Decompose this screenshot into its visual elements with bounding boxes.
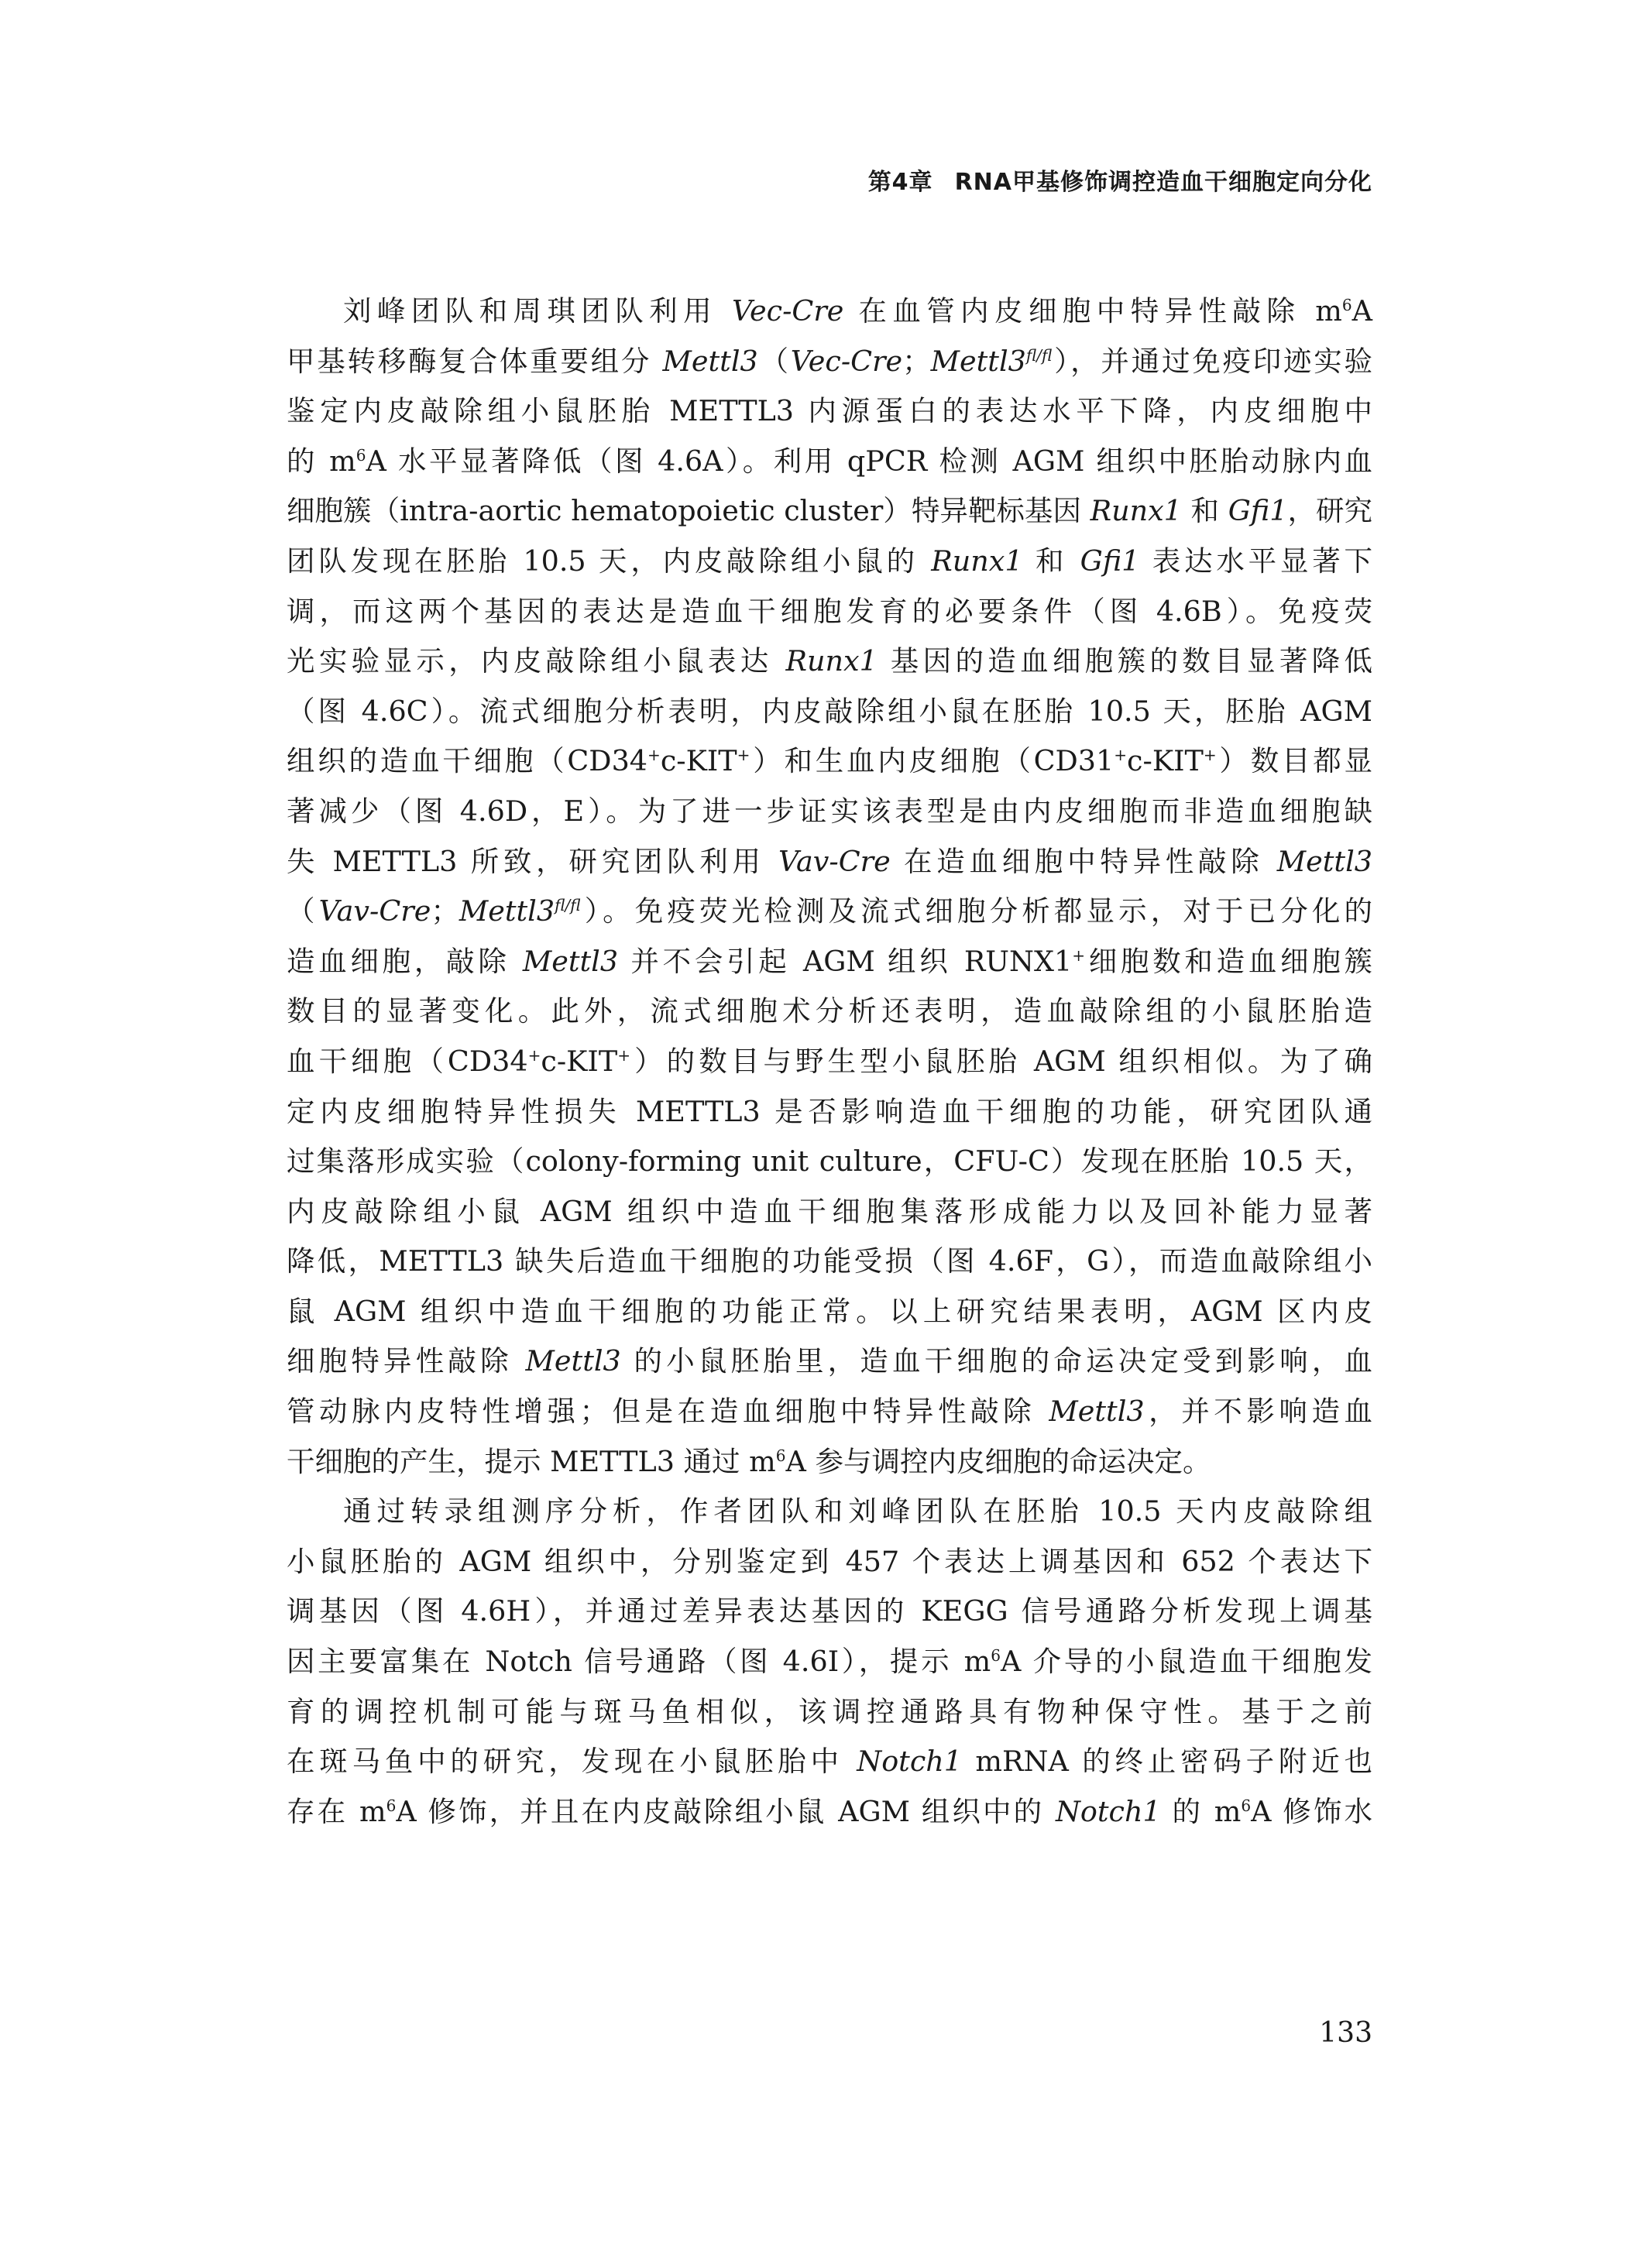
text-line (287, 1487, 1372, 1537)
text-run: 并不会引起 AGM 组织 RUNX1 (618, 944, 1073, 978)
italic-term: Mettl3 (930, 344, 1026, 378)
text-line (287, 1137, 1372, 1187)
text-run: 在血管内皮细胞中特异性敲除 m (843, 294, 1342, 328)
text-run: 的小鼠胚胎里，造血干细胞的命运决定受到影响，血 (620, 1344, 1372, 1378)
superscript: 6 (991, 1645, 1001, 1665)
text-run: 存在 m (287, 1794, 386, 1828)
text-line (287, 837, 1372, 887)
text-run: A 参与调控内皮细胞的命运决定。 (785, 1444, 1211, 1478)
running-header (868, 163, 1372, 197)
text-run: 管动脉内皮特性增强；但是在造血细胞中特异性敲除 (287, 1395, 1049, 1429)
text-run: c-KIT (660, 744, 737, 778)
text-line (287, 1537, 1372, 1587)
text-run: 小鼠胚胎的 AGM 组织中，分别鉴定到 457 个表达上调基因和 652 个表达下 (287, 1544, 1372, 1578)
text-run: 在斑马鱼中的研究，发现在小鼠胚胎中 (287, 1745, 857, 1779)
text-run: 过集落形成实验（colony-forming unit culture，CFU-C）发现在胚胎 10.5 天， (287, 1144, 1372, 1179)
superscript: + (737, 746, 750, 765)
superscript: fl/fl (1025, 345, 1053, 365)
body-text (287, 287, 1372, 1837)
text-run: A 修饰，并且在内皮敲除组小鼠 AGM 组织中的 (396, 1794, 1056, 1828)
text-line (287, 1437, 1372, 1487)
italic-term: Mettl3 (1049, 1395, 1145, 1429)
text-run: 和 (1022, 544, 1080, 578)
italic-term: Mettl3 (522, 944, 619, 978)
text-run: 育的调控机制可能与斑马鱼相似，该调控通路具有物种保守性。基于之前 (287, 1694, 1372, 1728)
text-run: 在造血细胞中特异性敲除 (890, 844, 1277, 878)
text-line (287, 787, 1372, 837)
text-run: 和 (1181, 494, 1228, 528)
text-run: 光实验显示，内皮敲除组小鼠表达 (287, 644, 786, 678)
text-run: 的 m (1160, 1794, 1242, 1828)
superscript: + (1114, 746, 1128, 765)
superscript: + (527, 1045, 541, 1065)
text-run: A (1352, 294, 1372, 328)
text-line (287, 1187, 1372, 1237)
text-run: 调基因（图 4.6H），并通过差异表达基因的 KEGG 信号通路分析发现上调基 (287, 1594, 1372, 1628)
superscript: 6 (386, 1796, 397, 1815)
text-run: 甲基转移酶复合体重要组分 (287, 344, 663, 378)
italic-term: Runx1 (1090, 494, 1182, 528)
chapter-title: RNA甲基修饰调控造血干细胞定向分化 (954, 169, 1372, 196)
text-run: ）的数目与野生型小鼠胚胎 AGM 组织相似。为了确 (630, 1044, 1372, 1078)
text-run: 团队发现在胚胎 10.5 天，内皮敲除组小鼠的 (287, 544, 932, 578)
text-run: ，并不影响造血 (1144, 1395, 1373, 1429)
text-run: A 水平显著降低（图 4.6A）。利用 qPCR 检测 AGM 组织中胚胎动脉内血 (366, 444, 1372, 478)
text-line (287, 486, 1372, 537)
text-line (287, 687, 1372, 737)
text-line (287, 937, 1372, 987)
italic-term: Gfi1 (1228, 494, 1288, 528)
text-run: 著减少（图 4.6D，E）。为了进一步证实该表型是由内皮细胞而非造血细胞缺 (287, 794, 1372, 828)
italic-term: Notch1 (857, 1745, 963, 1779)
text-line (287, 736, 1372, 787)
text-run: ，研究 (1287, 494, 1372, 528)
text-run: 通过转录组测序分析，作者团队和刘峰团队在胚胎 10.5 天内皮敲除组 (343, 1494, 1372, 1529)
text-line (287, 1587, 1372, 1637)
text-run: 刘峰团队和周琪团队利用 (343, 294, 733, 328)
text-run: 细胞特异性敲除 (287, 1344, 526, 1378)
text-line (287, 386, 1372, 437)
text-run: 的 m (287, 444, 356, 478)
text-run: ）。免疫荧光检测及流式细胞分析都显示，对于已分化的 (580, 894, 1373, 928)
text-run: 内皮敲除组小鼠 AGM 组织中造血干细胞集落形成能力以及回补能力显著 (287, 1194, 1372, 1228)
text-run: ； (431, 894, 459, 928)
text-line (287, 1687, 1372, 1738)
text-run: c-KIT (1127, 744, 1204, 778)
superscript: 6 (355, 445, 366, 465)
text-run: （图 4.6C）。流式细胞分析表明，内皮敲除组小鼠在胚胎 10.5 天，胚胎 AGM (287, 694, 1372, 728)
text-run: 因主要富集在 Notch 信号通路（图 4.6I），提示 m (287, 1645, 991, 1679)
text-run: ； (902, 344, 931, 378)
text-run: 降低，METTL3 缺失后造血干细胞的功能受损（图 4.6F，G），而造血敲除组小 (287, 1244, 1372, 1278)
italic-term: Mettl3 (1276, 844, 1372, 878)
superscript: + (617, 1045, 631, 1065)
italic-term: Vav-Cre (778, 844, 891, 878)
text-run: ）和生血内皮细胞（CD31 (750, 744, 1115, 778)
text-run: 失 METTL3 所致，研究团队利用 (287, 844, 779, 878)
text-line (287, 1737, 1372, 1787)
text-run: 调，而这两个基因的表达是造血干细胞发育的必要条件（图 4.6B）。免疫荧 (287, 594, 1372, 628)
text-run: 干细胞的产生，提示 METTL3 通过 m (287, 1444, 776, 1478)
text-run: A 介导的小鼠造血干细胞发 (1000, 1645, 1372, 1679)
superscript: 6 (1341, 295, 1352, 314)
text-line (287, 1637, 1372, 1687)
text-line (287, 537, 1372, 587)
text-line (287, 1237, 1372, 1287)
text-run: 细胞数和造血细胞簇 (1085, 944, 1373, 978)
text-run: 造血细胞，敲除 (287, 944, 523, 978)
superscript: + (1072, 945, 1086, 965)
superscript: 6 (775, 1446, 786, 1465)
text-run: A 修饰水 (1251, 1794, 1372, 1828)
italic-term: Vav-Cre (318, 894, 431, 928)
text-line (287, 287, 1372, 337)
text-run: 血干细胞（CD34 (287, 1044, 528, 1078)
italic-term: Vec-Cre (732, 294, 844, 328)
text-run: 表达水平显著下 (1139, 544, 1372, 578)
text-line (287, 986, 1372, 1037)
text-run: 鼠 AGM 组织中造血干细胞的功能正常。以上研究结果表明，AGM 区内皮 (287, 1294, 1372, 1328)
superscript: fl/fl (555, 895, 581, 914)
text-line (287, 587, 1372, 637)
text-run: 数目的显著变化。此外，流式细胞术分析还表明，造血敲除组的小鼠胚胎造 (287, 994, 1372, 1028)
text-run: c-KIT (541, 1044, 618, 1078)
text-run: （ (757, 344, 791, 378)
page-number: 133 (1319, 2017, 1372, 2049)
superscript: + (1203, 746, 1217, 765)
text-line (287, 1037, 1372, 1087)
text-line (287, 1087, 1372, 1137)
italic-term: Gfi1 (1080, 544, 1140, 578)
italic-term: Mettl3 (459, 894, 555, 928)
text-line (287, 636, 1372, 687)
italic-term: Runx1 (931, 544, 1023, 578)
text-run: （ (287, 894, 319, 928)
text-line (287, 1287, 1372, 1337)
italic-term: Mettl3 (662, 344, 758, 378)
text-run: ）数目都显 (1216, 744, 1372, 778)
text-run: ），并通过免疫印迹实验 (1052, 344, 1373, 378)
text-line (287, 337, 1372, 387)
superscript: + (647, 746, 661, 765)
text-line (287, 887, 1372, 937)
italic-term: Mettl3 (525, 1344, 621, 1378)
text-run: 细胞簇（intra-aortic hematopoietic cluster）特异靶标基因 (287, 494, 1090, 528)
text-line (287, 1387, 1372, 1437)
italic-term: Runx1 (785, 644, 878, 678)
italic-term: Vec-Cre (790, 344, 903, 378)
text-line (287, 1787, 1372, 1837)
text-line (287, 1336, 1372, 1387)
text-run: 基因的造血细胞簇的数目显著降低 (877, 644, 1372, 678)
text-run: 定内皮细胞特异性损失 METTL3 是否影响造血干细胞的功能，研究团队通 (287, 1094, 1372, 1128)
text-run: mRNA 的终止密码子附近也 (962, 1745, 1372, 1779)
superscript: 6 (1241, 1796, 1252, 1815)
italic-term: Notch1 (1055, 1794, 1161, 1828)
text-run: 鉴定内皮敲除组小鼠胚胎 METTL3 内源蛋白的表达水平下降，内皮细胞中 (287, 394, 1372, 428)
text-line (287, 437, 1372, 487)
text-run: 组织的造血干细胞（CD34 (287, 744, 648, 778)
chapter-label: 第4章 (867, 169, 933, 196)
